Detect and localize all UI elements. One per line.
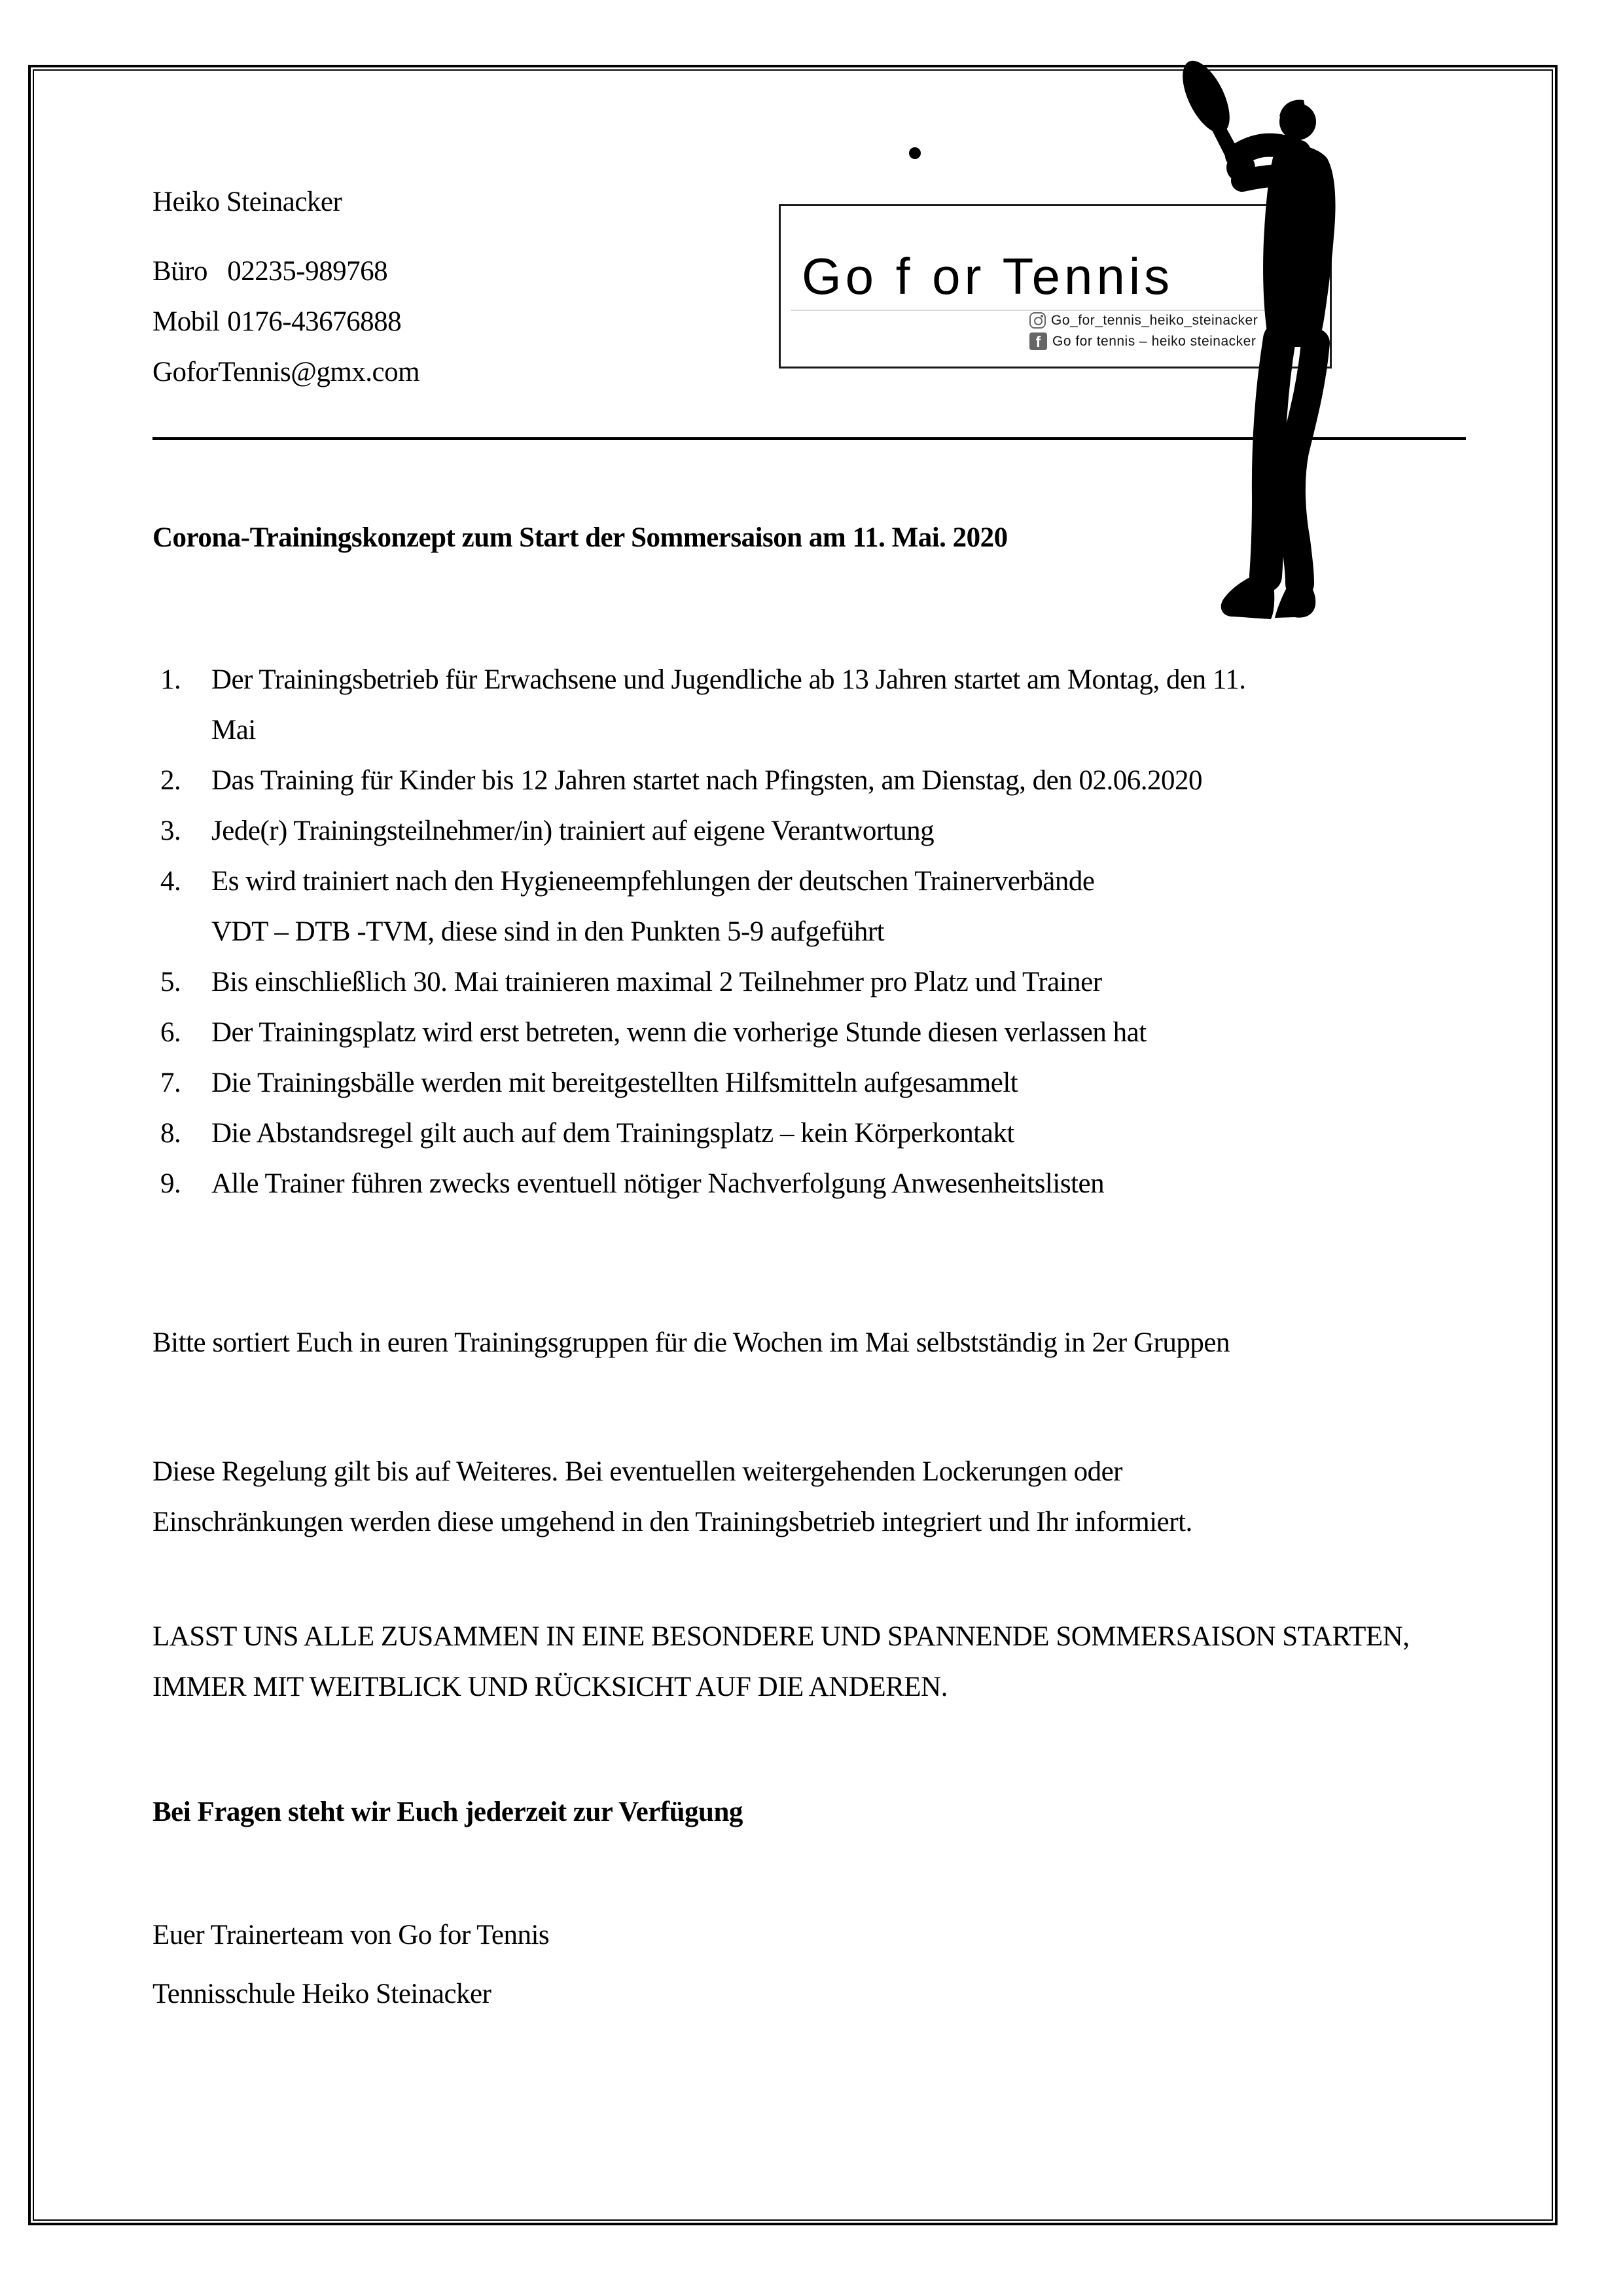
- text-line: Diese Regelung gilt bis auf Weiteres. Bei eventuellen weitergehenden Lockerungen oder: [152, 1456, 1123, 1487]
- list-item-text: Alle Trainer führen zwecks eventuell nötiger Nachverfolgung Anwesenheitslisten: [211, 1168, 1105, 1199]
- list-item-text: Bis einschließlich 30. Mai trainieren maximal 2 Teilnehmer pro Platz und Trainer: [211, 967, 1102, 997]
- list-item-number: 3.: [160, 816, 181, 846]
- signoff-school: [152, 1969, 491, 2019]
- list-item-8: [160, 1108, 1014, 1158]
- list-item-text: Das Training für Kinder bis 12 Jahren startet nach Pfingsten, am Dienstag, den 02.06.2020: [211, 765, 1202, 796]
- document-title: Corona-Trainingskonzept zum Start der Sommersaison am 11. Mai. 2020: [152, 522, 1008, 553]
- list-item-number: 4.: [160, 866, 181, 897]
- tennis-ball-dot: [909, 147, 921, 159]
- list-item-text: VDT – DTB -TVM, diese sind in den Punkten 5-9 aufgeführt: [211, 916, 885, 947]
- text-line: LASST UNS ALLE ZUSAMMEN IN EINE BESONDERE UND SPANNENDE SOMMERSAISON STARTEN,: [152, 1621, 1410, 1652]
- text-line: Einschränkungen werden diese umgehend in den Trainingsbetrieb integriert und Ihr informiert.: [152, 1507, 1192, 1537]
- list-item-number: 1.: [160, 664, 181, 695]
- contact-phone-mobile: [152, 306, 401, 338]
- contact-label-mobile: Mobil: [152, 306, 220, 337]
- list-item-1-continuation: [160, 705, 256, 755]
- contact-name: Heiko Steinacker: [152, 187, 342, 217]
- list-item-text: Der Trainingsplatz wird erst betreten, wenn die vorherige Stunde diesen verlassen hat: [211, 1017, 1147, 1048]
- tennis-player-silhouette: [1171, 52, 1348, 635]
- list-item-text: Jede(r) Trainingsteilnehmer/in) trainiert auf eigene Verantwortung: [211, 816, 935, 846]
- header-divider: [152, 437, 1466, 440]
- instagram-icon: [1029, 312, 1046, 329]
- paragraph-sort-groups: [152, 1318, 1230, 1368]
- text-line: Bei Fragen steht wir Euch jederzeit zur Verfügung: [152, 1797, 743, 1827]
- list-item-9: [160, 1158, 1104, 1209]
- text-line: Euer Trainerteam von Go for Tennis: [152, 1920, 550, 1950]
- list-item-4-continuation: [160, 906, 884, 957]
- list-item-number: 2.: [160, 765, 181, 796]
- contact-phone-office: [152, 255, 387, 288]
- list-item-number: 7.: [160, 1067, 181, 1098]
- instagram-handle: Go_for_tennis_heiko_steinacker: [1051, 312, 1258, 328]
- text-line: IMMER MIT WEITBLICK UND RÜCKSICHT AUF DIE ANDEREN.: [152, 1672, 948, 1702]
- contact-value-office: 02235-989768: [227, 256, 388, 287]
- list-item-6: [160, 1007, 1147, 1058]
- facebook-icon: f: [1029, 332, 1047, 350]
- contact-email: GoforTennis@gmx.com: [152, 357, 420, 387]
- list-item-text: Die Abstandsregel gilt auch auf dem Trainingsplatz – kein Körperkontakt: [211, 1118, 1014, 1149]
- contact-value-mobile: 0176-43676888: [227, 306, 402, 337]
- list-item-number: 5.: [160, 967, 181, 997]
- list-item-text: Es wird trainiert nach den Hygieneempfehlungen der deutschen Trainerverbände: [211, 866, 1095, 897]
- list-item-number: 9.: [160, 1168, 181, 1199]
- contact-label-office: Büro: [152, 256, 207, 287]
- list-item-number: 6.: [160, 1017, 181, 1048]
- list-item-5: [160, 957, 1102, 1007]
- list-item-1: [160, 655, 1246, 705]
- list-item-2: [160, 755, 1202, 806]
- list-item-text: Die Trainingsbälle werden mit bereitgestellten Hilfsmitteln aufgesammelt: [211, 1067, 1018, 1098]
- logo-brand-text: Go f or Tennis: [802, 247, 1174, 305]
- list-item-number: 8.: [160, 1118, 181, 1149]
- list-item-text: Der Trainingsbetrieb für Erwachsene und Jugendliche ab 13 Jahren startet am Montag, den 11.: [211, 664, 1246, 695]
- list-item-3: [160, 806, 934, 856]
- paragraph-season-start: [152, 1611, 1409, 1712]
- list-item-text: Mai: [211, 715, 256, 745]
- paragraph-questions: [152, 1787, 743, 1837]
- text-line: Tennisschule Heiko Steinacker: [152, 1979, 491, 2009]
- facebook-handle: Go for tennis – heiko steinacker: [1052, 333, 1257, 349]
- paragraph-regulation: [152, 1446, 1192, 1547]
- signoff-team: [152, 1910, 549, 1960]
- list-item-7: [160, 1058, 1018, 1108]
- list-item-4: [160, 856, 1094, 906]
- text-line: Bitte sortiert Euch in euren Trainingsgruppen für die Wochen im Mai selbstständig in 2er Gruppen: [152, 1327, 1230, 1358]
